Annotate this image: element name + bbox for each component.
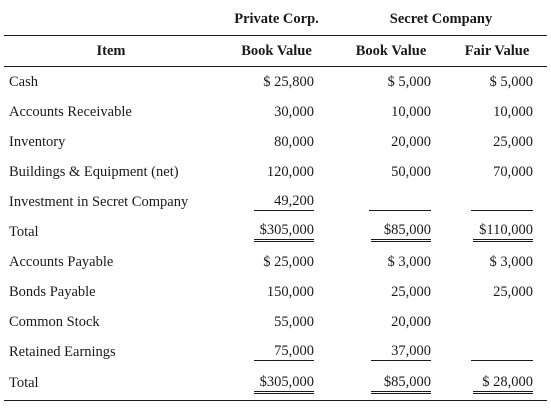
private-book-value: $305,000	[254, 222, 314, 242]
header-private-corp: Private Corp.	[234, 11, 319, 27]
secret-book-cell	[335, 217, 447, 247]
secret-fair-blank-underline	[471, 343, 533, 361]
private-book-cell	[218, 127, 335, 157]
secret-book-cell	[335, 337, 447, 367]
secret-book-cell	[335, 307, 447, 337]
secret-book-blank-underline	[369, 193, 431, 211]
secret-book-cell	[335, 367, 447, 401]
secret-book-value: 25,000	[391, 283, 431, 300]
private-book-value: 80,000	[274, 133, 314, 150]
secret-book-value: 20,000	[391, 133, 431, 150]
private-book-cell	[218, 217, 335, 247]
table-row	[4, 97, 547, 127]
secret-fair-cell	[447, 277, 547, 307]
secret-fair-cell	[447, 307, 547, 337]
private-book-cell	[218, 67, 335, 98]
row-item: Total	[4, 367, 218, 401]
secret-fair-cell	[447, 187, 547, 217]
secret-book-cell	[335, 127, 447, 157]
private-book-value: $305,000	[254, 374, 314, 394]
private-book-value: 120,000	[266, 163, 314, 180]
secret-book-value: $85,000	[371, 374, 431, 394]
private-book-value: $ 25,800	[263, 73, 314, 90]
table-row	[4, 127, 547, 157]
header-empty-cell	[4, 4, 218, 36]
balance-sheet-table	[4, 4, 547, 401]
secret-fair-cell	[447, 367, 547, 401]
secret-fair-cell	[447, 247, 547, 277]
table-row-total	[4, 217, 547, 247]
private-book-cell	[218, 337, 335, 367]
secret-fair-value: $ 28,000	[473, 374, 533, 394]
secret-fair-value: 70,000	[493, 163, 533, 180]
secret-fair-cell	[447, 217, 547, 247]
row-item: Common Stock	[9, 313, 100, 330]
secret-fair-cell	[447, 127, 547, 157]
row-item: Accounts Payable	[9, 253, 114, 270]
secret-fair-value: 10,000	[493, 103, 533, 120]
table-row	[4, 247, 547, 277]
private-book-value: 30,000	[274, 103, 314, 120]
header-row-columns	[4, 36, 547, 67]
private-book-cell	[218, 367, 335, 401]
secret-book-value: 37,000	[371, 343, 431, 361]
table-row	[4, 277, 547, 307]
row-item: Cash	[9, 73, 38, 90]
secret-fair-cell	[447, 97, 547, 127]
header-row-groups	[4, 4, 547, 36]
secret-fair-cell	[447, 337, 547, 367]
secret-fair-cell	[447, 157, 547, 187]
secret-book-value: 20,000	[391, 313, 431, 330]
row-item: Investment in Secret Company	[9, 193, 189, 210]
table-row	[4, 67, 547, 98]
secret-fair-cell	[447, 67, 547, 98]
row-item: Bonds Payable	[9, 283, 96, 300]
row-item: Accounts Receivable	[9, 103, 132, 120]
header-secret-book-value: Book Value	[335, 36, 447, 67]
private-book-value: 150,000	[266, 283, 314, 300]
secret-book-value: $ 5,000	[387, 73, 431, 90]
private-book-cell	[218, 277, 335, 307]
private-book-value: $ 25,000	[263, 253, 314, 270]
private-book-cell	[218, 187, 335, 217]
private-book-cell	[218, 247, 335, 277]
secret-book-value: $85,000	[371, 222, 431, 242]
secret-book-cell	[335, 97, 447, 127]
private-book-cell	[218, 157, 335, 187]
private-book-value: 55,000	[274, 313, 314, 330]
private-book-value: 49,200	[254, 193, 314, 211]
row-item: Buildings & Equipment (net)	[9, 163, 179, 180]
header-item: Item	[4, 36, 218, 67]
header-secret-fair-value: Fair Value	[447, 36, 547, 67]
secret-fair-value: $ 3,000	[489, 253, 533, 270]
row-item: Total	[9, 223, 39, 240]
table-row	[4, 187, 547, 217]
private-book-cell	[218, 97, 335, 127]
secret-fair-value: $110,000	[473, 222, 533, 242]
secret-fair-value: 25,000	[493, 133, 533, 150]
table-row	[4, 157, 547, 187]
secret-fair-blank-underline	[471, 193, 533, 211]
secret-book-cell	[335, 247, 447, 277]
table-row-total	[4, 367, 547, 401]
secret-book-cell	[335, 157, 447, 187]
table-row	[4, 307, 547, 337]
private-book-value: 75,000	[254, 343, 314, 361]
table-row	[4, 337, 547, 367]
secret-fair-value: $ 5,000	[489, 73, 533, 90]
row-item: Retained Earnings	[9, 343, 116, 360]
private-book-cell	[218, 307, 335, 337]
header-secret-company: Secret Company	[335, 4, 547, 36]
secret-book-cell	[335, 67, 447, 98]
secret-book-cell	[335, 187, 447, 217]
secret-book-cell	[335, 277, 447, 307]
header-private-book-value: Book Value	[218, 36, 335, 67]
secret-book-value: 50,000	[391, 163, 431, 180]
secret-fair-value: 25,000	[493, 283, 533, 300]
row-item: Inventory	[9, 133, 66, 150]
secret-book-value: 10,000	[391, 103, 431, 120]
secret-book-value: $ 3,000	[387, 253, 431, 270]
